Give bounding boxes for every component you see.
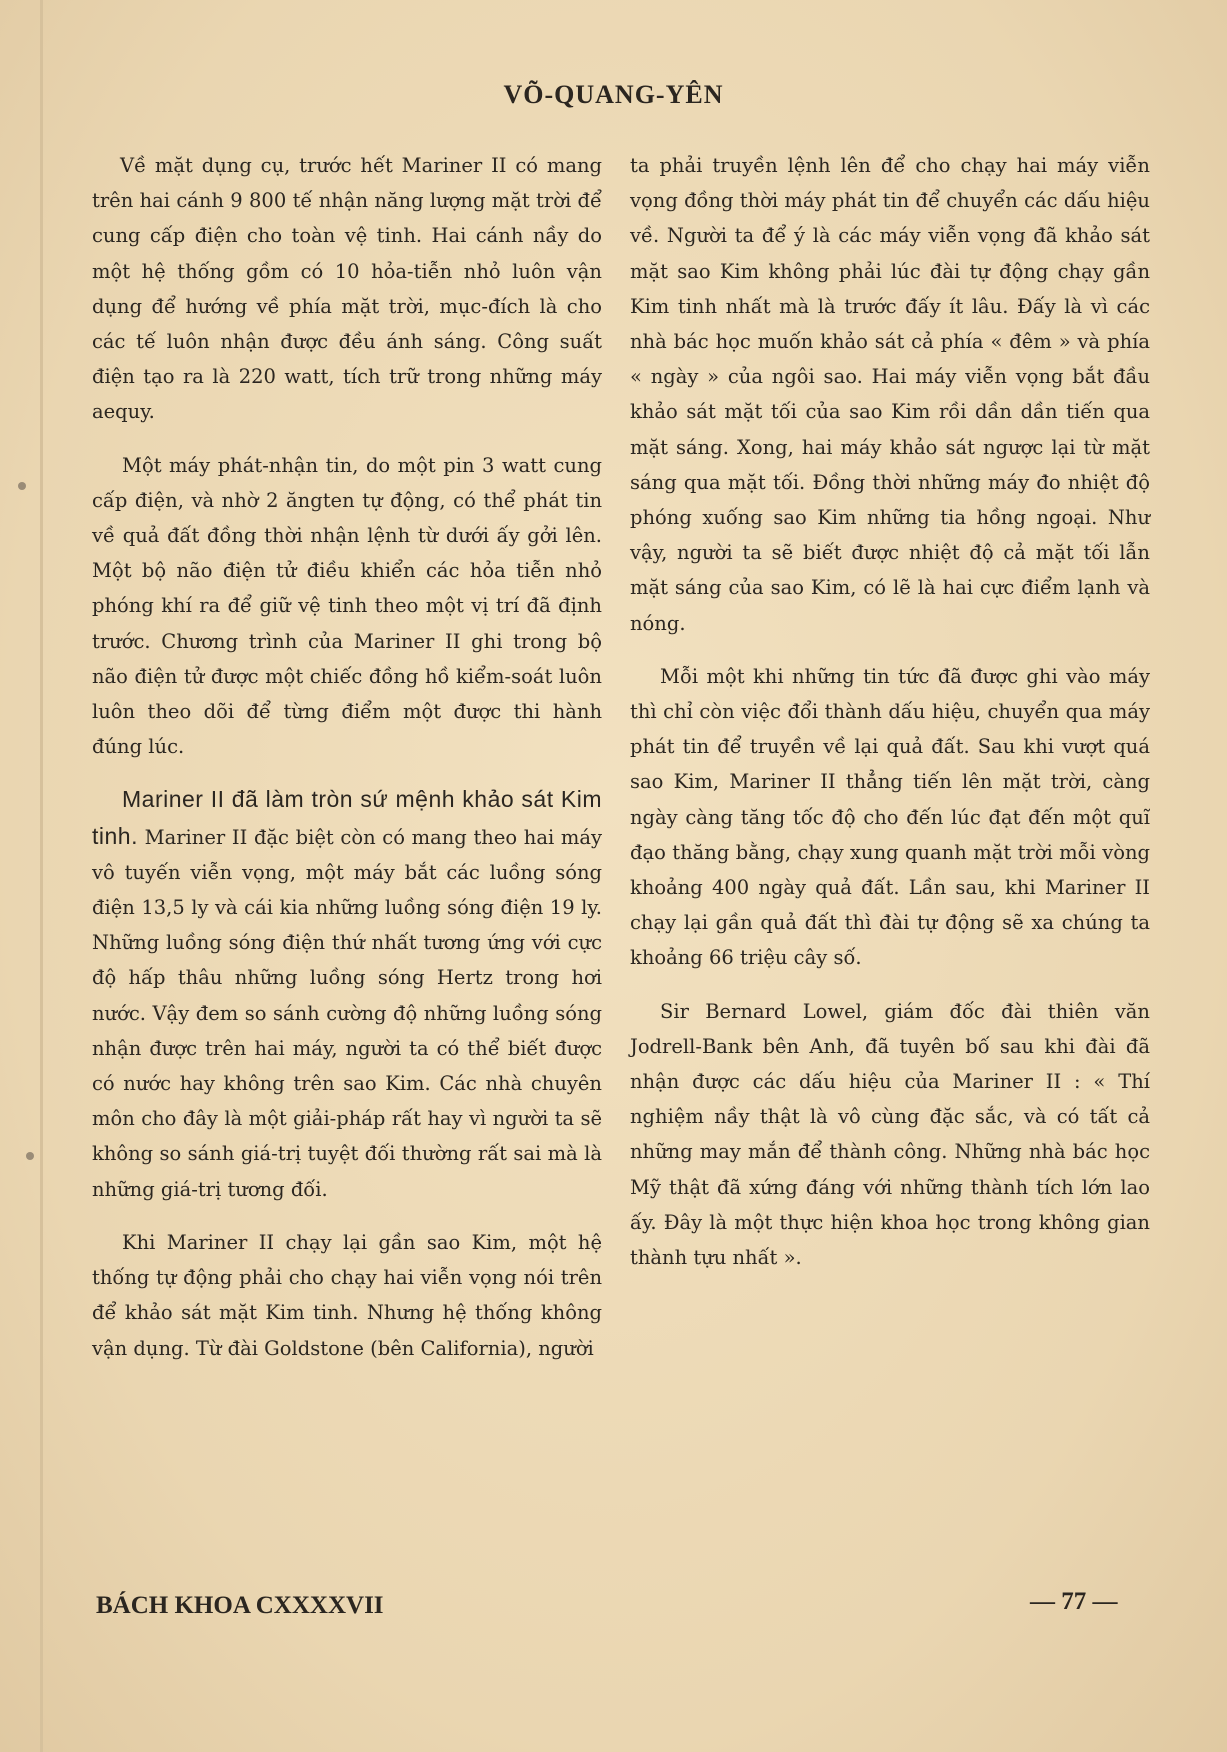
binding-hole-mark	[26, 1152, 34, 1160]
section-lead-heading: Mariner II đã làm tròn sứ mệnh khảo sát Kim tinh.	[92, 786, 602, 849]
page-fold-line	[40, 0, 43, 1752]
right-column	[630, 148, 1150, 1293]
left-column	[92, 148, 602, 1384]
journal-footer: BÁCH KHOA CXXXXVII	[96, 1592, 384, 1619]
paragraph: Sir Bernard Lowel, giám đốc đài thiên văn Jodrell-Bank bên Anh, đã tuyên bố sau khi đài đã nhận được các dấu hiệu của Mariner II : « Thí nghiệm nầy thật là vô cùng đặc sắc, và có tất cả những may mắn để thành công. Những nhà bác học Mỹ thật đã xứng đáng với những thành tích lớn lao ấy. Đây là một thực hiện khoa học trong không gian thành tựu nhất ».	[630, 999, 1150, 1270]
binding-hole-mark	[18, 482, 26, 490]
paragraph	[92, 782, 602, 1206]
paragraph: ta phải truyền lệnh lên để cho chạy hai máy viễn vọng đồng thời máy phát tin để chuyển các dấu hiệu về. Người ta để ý là các máy viễn vọng đã khảo sát mặt sao Kim không phải lúc đài tự động chạy gần Kim tinh nhất mà là trước đấy ít lâu. Đấy là vì các nhà bác học muốn khảo sát cả phía « đêm » và phía « ngày » của ngôi sao. Hai máy viễn vọng bắt đầu khảo sát mặt tối của sao Kim rồi dần dần tiến qua mặt sáng. Xong, hai máy khảo sát ngược lại từ mặt sáng qua mặt tối. Đồng thời những máy đo nhiệt độ phóng xuống sao Kim những tia hồng ngoại. Như vậy, người ta sẽ biết được nhiệt độ cả mặt tối lẫn mặt sáng của sao Kim, có lẽ là hai cực điểm lạnh và nóng.	[630, 154, 1150, 635]
paragraph: Khi Mariner II chạy lại gần sao Kim, một hệ thống tự động phải cho chạy hai viễn vọng nói trên để khảo sát mặt Kim tinh. Nhưng hệ thống không vận dụng. Từ đài Goldstone (bên California), người	[92, 1230, 602, 1360]
paragraph: Mỗi một khi những tin tức đã được ghi vào máy thì chỉ còn việc đổi thành dấu hiệu, chuyển qua máy phát tin để truyền về lại quả đất. Sau khi vượt quá sao Kim, Mariner II thẳng tiến lên mặt trời, càng ngày càng tăng tốc độ cho đến lúc đạt đến một quĩ đạo thăng bằng, chạy xung quanh mặt trời mỗi vòng khoảng 400 ngày quả đất. Lần sau, khi Mariner II chạy lại gần quả đất thì đài tự động sẽ xa chúng ta khoảng 66 triệu cây số.	[630, 664, 1150, 970]
page-number: — 77 —	[1030, 1588, 1118, 1615]
paragraph: Một máy phát-nhận tin, do một pin 3 watt cung cấp điện, và nhờ 2 ăngten tự động, có thể phát tin về quả đất đồng thời nhận lệnh từ dưới ấy gởi lên. Một bộ não điện tử điều khiển các hỏa tiễn nhỏ phóng khí ra để giữ vệ tinh theo một vị trí đã định trước. Chương trình của Mariner II ghi trong bộ não điện tử được một chiếc đồng hồ kiểm-soát luôn luôn theo dõi để từng điểm một được thi hành đúng lúc.	[92, 453, 602, 759]
paragraph: Về mặt dụng cụ, trước hết Mariner II có mang trên hai cánh 9 800 tế nhận năng lượng mặt trời để cung cấp điện cho toàn vệ tinh. Hai cánh nầy do một hệ thống gồm có 10 hỏa-tiễn nhỏ luôn vận dụng để hướng về phía mặt trời, mục-đích là cho các tế luôn nhận được đều ánh sáng. Công suất điện tạo ra là 220 watt, tích trữ trong những máy aequy.	[92, 154, 602, 424]
author-header: VÕ-QUANG-YÊN	[503, 80, 724, 109]
paragraph-text: Mariner II đặc biệt còn có mang theo hai máy vô tuyến viễn vọng, một máy bắt các luồng sóng điện 13,5 ly và cái kia những luồng sóng điện 19 ly. Những luồng sóng điện thứ nhất tương ứng với cực độ hấp thâu những luồng sóng Hertz trong hơi nước. Vậy đem so sánh cường độ những luồng sóng nhận được trên hai máy, người ta có thể biết được có nước hay không trên sao Kim. Các nhà chuyên môn cho đây là một giải-pháp rất hay vì người ta sẽ không so sánh giá-trị tuyệt đối thường rất sai mà là những giá-trị tương đối.	[92, 825, 602, 1201]
